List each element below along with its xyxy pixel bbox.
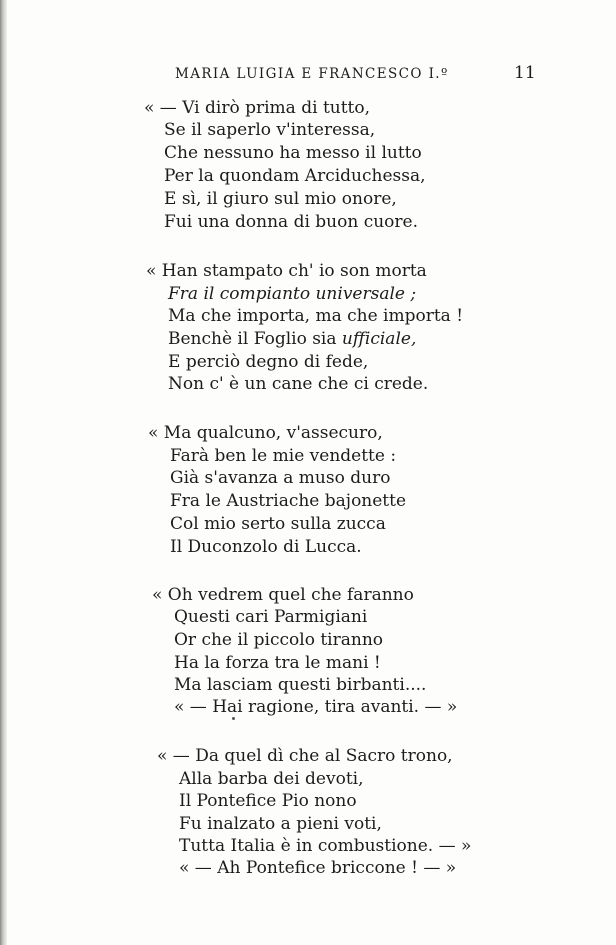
verse-line: Farà ben le mie vendette :: [170, 446, 397, 466]
verse-line: Col mio serto sulla zucca: [170, 514, 386, 534]
verse-line: Ma lasciam questi birbanti....: [174, 675, 427, 695]
verse-line: Or che il piccolo tiranno: [174, 630, 384, 650]
verse-line: « Oh vedrem quel che faranno: [152, 585, 414, 605]
verse-line: Ha la forza tra le mani !: [174, 653, 381, 673]
verse-line: Fui una donna di buon cuore.: [164, 212, 419, 232]
printing-speck: [232, 717, 235, 720]
verse-line: Che nessuno ha messo il lutto: [164, 143, 422, 163]
verse-line: Il Pontefice Pio nono: [179, 791, 357, 811]
verse-line: Già s'avanza a muso duro: [170, 468, 391, 488]
verse-line: « — Hai ragione, tira avanti. — »: [174, 697, 458, 717]
verse-line: E sì, il giuro sul mio onore,: [164, 189, 397, 209]
verse-line: [168, 329, 416, 350]
verse-line: Non c' è un cane che ci crede.: [168, 374, 429, 394]
verse-line: Fra le Austriache bajonette: [170, 491, 407, 511]
verse-text: Benchè il Foglio sia: [168, 329, 342, 349]
verse-text-italic: ufficiale,: [341, 329, 417, 349]
verse-line-italic: Fra il compianto universale ;: [168, 284, 417, 304]
verse-line: « — Vi dirò prima di tutto,: [144, 98, 371, 118]
verse-line: « — Ah Pontefice briccone ! — »: [179, 858, 457, 878]
verse-line: E perciò degno di fede,: [168, 352, 369, 372]
verse-line: Se il saperlo v'interessa,: [164, 120, 376, 140]
verse-line: Ma che importa, ma che importa !: [168, 306, 464, 326]
verse-line: Alla barba dei devoti,: [179, 769, 364, 789]
verse-line: Fu inalzato a pieni voti,: [179, 814, 382, 834]
verse-line: « — Da quel dì che al Sacro trono,: [157, 746, 453, 766]
running-head: MARIA LUIGIA E FRANCESCO I.º: [175, 66, 449, 82]
verse-line: Tutta Italia è in combustione. — »: [179, 836, 472, 856]
binding-edge: [0, 0, 7, 945]
page-number: 11: [514, 63, 536, 83]
verse-line: « Ma qualcuno, v'assecuro,: [148, 423, 383, 443]
verse-line: Questi cari Parmigiani: [174, 607, 368, 627]
verse-line: Per la quondam Arciduchessa,: [164, 166, 426, 186]
verse-line: « Han stampato ch' io son morta: [146, 261, 427, 281]
verse-line: Il Duconzolo di Lucca.: [170, 537, 362, 557]
